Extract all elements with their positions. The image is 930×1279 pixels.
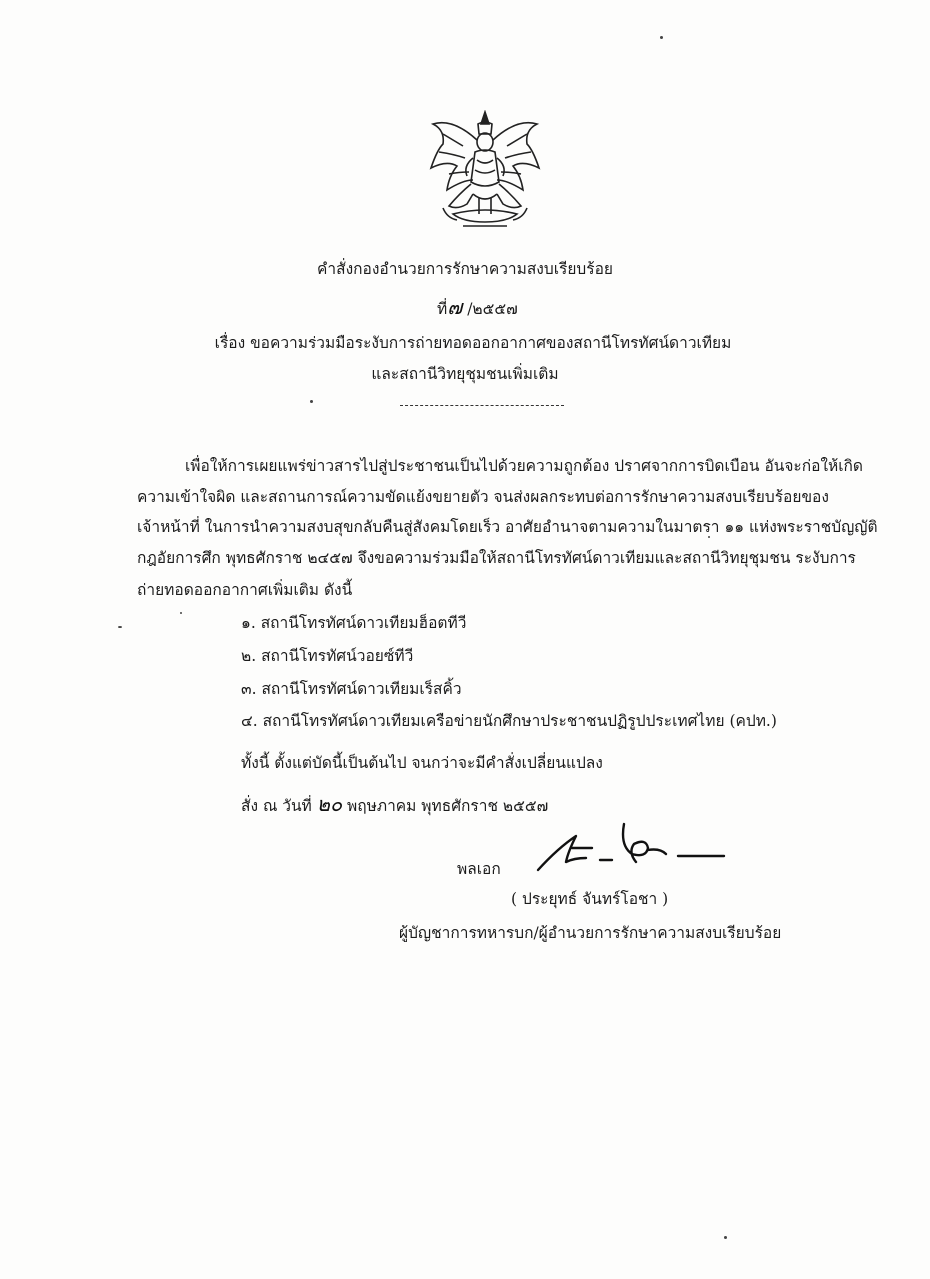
order-number-handwritten: ๗ [447, 295, 463, 319]
signatory-position: ผู้บัญชาการทหารบก/ผู้อำนวยการรักษาความสงบเรียบร้อย [399, 924, 782, 942]
signature-icon [528, 818, 728, 878]
scan-speck [724, 1236, 727, 1239]
subject-line-1: เรื่อง ขอความร่วมมือระงับการถ่ายทอดออกอากาศของสถานีโทรทัศน์ดาวเทียม [214, 334, 732, 352]
scan-speck [118, 626, 122, 628]
body-line-1: เพื่อให้การเผยแพร่ข่าวสารไปสู่ประชาชนเป็นไปด้วยความถูกต้อง ปราศจากการบิดเบือน อันจะก่อให้เกิด [185, 457, 863, 475]
order-number-year: /๒๕๕๗ [467, 300, 518, 318]
body-line-3: เจ้าหน้าที่ ในการนำความสงบสุขกลับคืนสู่สังคมโดยเร็ว อาศัยอำนาจตามความในมาตรา ๑๑ แห่งพระราชบัญญัติ [137, 518, 878, 536]
scan-speck [310, 400, 313, 403]
scan-speck [180, 612, 182, 614]
date-suffix: พฤษภาคม พุทธศักราช ๒๕๕๗ [347, 797, 549, 815]
order-title: คำสั่งกองอำนวยการรักษาความสงบเรียบร้อย [317, 260, 613, 278]
scan-speck [660, 36, 663, 39]
date-prefix: สั่ง ณ วันที่ [241, 797, 312, 815]
body-line-5: ถ่ายทอดออกอากาศเพิ่มเติม ดังนี้ [137, 581, 353, 599]
order-number [437, 297, 518, 319]
signatory-name: ( ประยุทธ์ จันทร์โอชา ) [511, 890, 669, 908]
body-line-2: ความเข้าใจผิด และสถานการณ์ความขัดแย้งขยายตัว จนส่งผลกระทบต่อการรักษาความสงบเรียบร้อยของ [137, 488, 829, 506]
order-date [241, 794, 548, 816]
separator-line [400, 405, 564, 406]
signatory-rank: พลเอก [457, 860, 501, 878]
list-item: ๓. สถานีโทรทัศน์ดาวเทียมเร็สคิ้ว [241, 680, 462, 698]
list-item: ๑. สถานีโทรทัศน์ดาวเทียมฮ็อตทีวี [241, 614, 467, 632]
scan-speck [708, 536, 710, 538]
subject-line-2: และสถานีวิทยุชุมชนเพิ่มเติม [371, 365, 559, 383]
order-number-prefix: ที่ [437, 300, 448, 318]
garuda-emblem-icon [423, 110, 547, 230]
list-item: ๒. สถานีโทรทัศน์วอยซ์ทีวี [241, 647, 414, 665]
list-item: ๔. สถานีโทรทัศน์ดาวเทียมเครือข่ายนักศึกษาประชาชนปฏิรูปประเทศไทย (คปท.) [241, 712, 777, 730]
body-line-4: กฎอัยการศึก พุทธศักราช ๒๔๕๗ จึงขอความร่วมมือให้สถานีโทรทัศน์ดาวเทียมและสถานีวิทยุชุมชน ระงับการ [137, 549, 856, 567]
effective-statement: ทั้งนี้ ตั้งแต่บัดนี้เป็นต้นไป จนกว่าจะมีคำสั่งเปลี่ยนแปลง [241, 754, 603, 772]
date-day-handwritten: ๒๐ [316, 792, 343, 816]
